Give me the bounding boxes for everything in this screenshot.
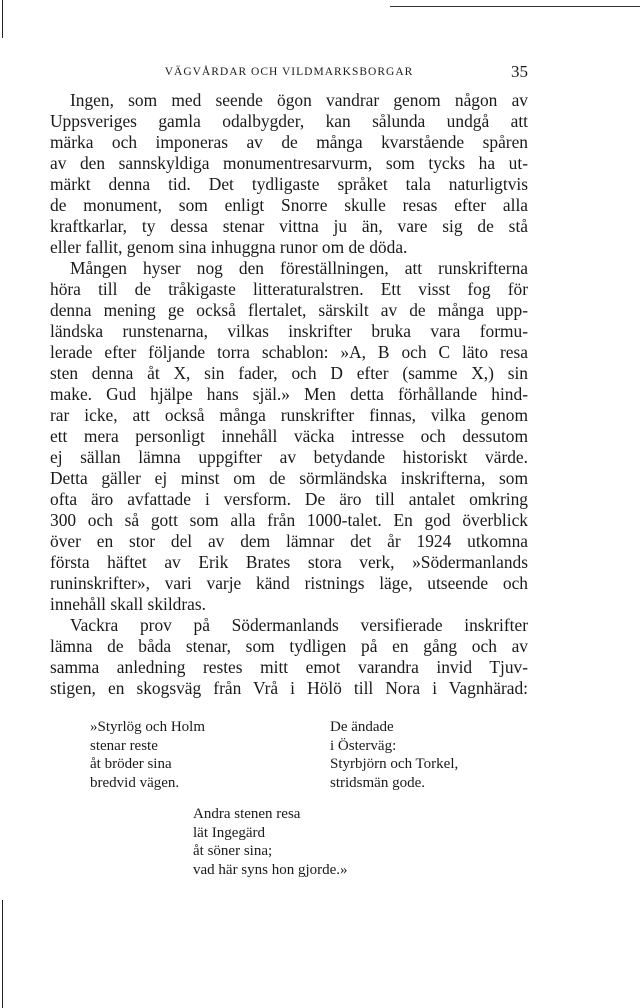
text-line: 300 och så gott som alla från 1000-talet. En god överblick bbox=[50, 510, 528, 530]
poem-line: De ändade bbox=[330, 719, 394, 735]
poem-stanza-bottom bbox=[193, 805, 348, 879]
text-line: de monument, som enligt Snorre skulle resas efter alla bbox=[50, 195, 528, 215]
poem-line: »Styrlög och Holm bbox=[90, 719, 205, 735]
poem-line: vad här syns hon gjorde.» bbox=[193, 861, 348, 878]
text-line: märka och imponeras av de många kvarstående spåren bbox=[50, 132, 528, 152]
text-line: samma anledning restes mitt emot varandra invid Tjuv- bbox=[50, 657, 528, 677]
text-line: av den sannskyldiga monumentresarvurm, som tycks ha ut- bbox=[50, 153, 528, 173]
text-line: innehåll skall skildras. bbox=[50, 594, 207, 614]
text-line: kraftkarlar, ty dessa stenar vittna ju än, vare sig de stå bbox=[50, 216, 528, 236]
poem-stanza-right bbox=[330, 718, 458, 792]
poem-stanza-left bbox=[90, 718, 205, 792]
poem-line: åt söner sina; bbox=[193, 843, 273, 859]
text-line: lerade efter följande torra schablon: »A, B och C läto resa bbox=[50, 342, 528, 362]
text-line: eller fallit, genom sina inhuggna runor om de döda. bbox=[50, 237, 408, 257]
text-line: Vackra prov på Södermanlands versifierade inskrifter bbox=[70, 615, 528, 635]
poem-line: stridsmän gode. bbox=[330, 774, 425, 791]
text-line: märkt denna tid. Det tydligaste språket tala naturligtvis bbox=[50, 174, 528, 194]
text-line: första häftet av Erik Brates stora verk, »Södermanlands bbox=[50, 552, 528, 572]
text-line: runinskrifter», vari varje känd ristnings läge, utseende och bbox=[50, 573, 528, 593]
scan-edge-line-left-top bbox=[2, 0, 3, 38]
text-line: ländska runstenarna, vilkas inskrifter bruka vara formu- bbox=[50, 321, 528, 341]
text-line: Detta gäller ej minst om de sörmländska inskrifterna, som bbox=[50, 468, 528, 488]
text-line: Mången hyser nog den föreställningen, att runskrifterna bbox=[70, 258, 528, 278]
poem-line: stenar reste bbox=[90, 737, 158, 754]
text-line: denna mening ge också flertalet, särskilt av de många upp- bbox=[50, 300, 528, 320]
text-line: Uppsveriges gamla odalbygder, kan sålunda undgå att bbox=[50, 111, 528, 131]
text-line: Ingen, som med seende ögon vandrar genom någon av bbox=[70, 90, 528, 110]
text-line: make. Gud hjälpe hans själ.» Men detta förhållande hind- bbox=[50, 384, 528, 404]
page-number: 35 bbox=[511, 62, 528, 81]
page-header bbox=[50, 62, 528, 86]
running-title: VÄGVÅRDAR OCH VILDMARKSBORGAR bbox=[164, 66, 414, 78]
body-text bbox=[50, 90, 528, 699]
poem-line: åt bröder sina bbox=[90, 756, 172, 772]
text-line: lämna de båda stenar, som tydligen på en gång och av bbox=[50, 636, 528, 656]
text-line: höra till de tråkigaste litteraturalstren. Ett visst fog för bbox=[50, 279, 528, 299]
text-line: rar icke, att också många runskrifter finnas, vilka genom bbox=[50, 405, 528, 425]
text-line: ett mera personligt innehåll väcka intresse och dessutom bbox=[50, 426, 528, 446]
poem-line: lät Ingegärd bbox=[193, 824, 266, 841]
text-line: stigen, en skogsväg från Vrå i Hölö till Nora i Vagnhärad: bbox=[50, 678, 528, 698]
scan-edge-line-left-bottom bbox=[2, 900, 3, 1008]
poem-line: Andra stenen resa bbox=[193, 806, 301, 822]
text-line: ofta äro avfattade i versform. De äro till antalet omkring bbox=[50, 489, 528, 509]
text-line: ej sällan lämna uppgifter av betydande historiskt värde. bbox=[50, 447, 528, 467]
text-line: sten denna åt X, sin fader, och D efter (samme X,) sin bbox=[50, 363, 528, 383]
poem-line: bredvid vägen. bbox=[90, 774, 180, 791]
poem-line: Styrbjörn och Torkel, bbox=[330, 756, 459, 772]
poem-line: i Österväg: bbox=[330, 737, 397, 754]
text-line: över en stor del av dem lämnar det år 1924 utkomna bbox=[50, 531, 528, 551]
scan-edge-line-top bbox=[390, 6, 640, 7]
